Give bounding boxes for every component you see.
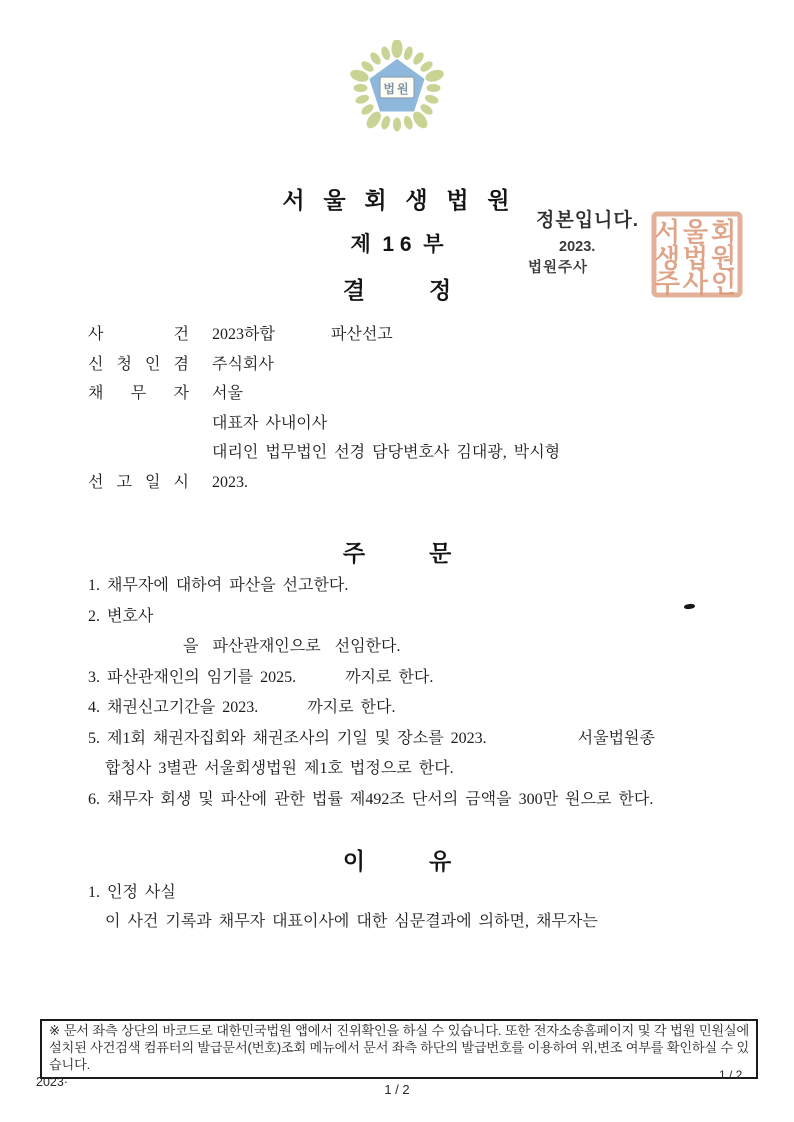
court-emblem-icon — [342, 40, 452, 140]
order-item-4: 4. 채권신고기간을 2023. 까지로 한다. — [88, 699, 396, 716]
case-value: 2023하합 파산선고 — [212, 326, 393, 343]
seal-row-2: 생법원 — [654, 243, 740, 273]
order-item-2: 2. 변호사 — [88, 607, 154, 625]
case-info-row-case-number — [88, 320, 728, 350]
seal-row-3: 주사인 — [654, 268, 740, 298]
case-label — [88, 438, 189, 468]
case-label: 채 무 자 — [88, 385, 189, 403]
reason-section-heading: 이 유 — [342, 848, 452, 874]
page-number-secondary: 1 / 2 — [719, 1068, 743, 1082]
document-type-title: 결 정 — [342, 277, 452, 303]
certification-date: 2023. — [559, 239, 596, 255]
verification-notice-box — [40, 1019, 758, 1079]
logo-label: 법원 — [383, 82, 411, 96]
page-number: 1 / 2 — [384, 1082, 410, 1097]
case-label: 사 건 — [88, 326, 189, 343]
reason-body-line: 이 사건 기록과 채무자 대표이사에 대한 심문결과에 의하면, 채무자는 — [105, 912, 598, 930]
order-item-2-continued: 을 파산관재인으로 선임한다. — [183, 638, 401, 655]
certified-copy-label: 정본입니다. — [536, 210, 640, 231]
verification-notice-text: ※ 문서 좌측 상단의 바코드로 대한민국법원 앱에서 진위확인을 하실 수 있습니다. 또한 전자소송홈페이지 및 각 법원 민원실에 설치된 사건검색 컴퓨터의 발급문서(번호)조회 메뉴에서 문서 좌측 하단의 발급번호를 이용하여 위,변조 여부를 확인하실 수 있습니다. — [49, 1023, 749, 1072]
case-info-row-ruling-date — [88, 468, 728, 498]
reason-section — [88, 879, 768, 936]
case-label: 선 고 일 시 — [88, 473, 189, 491]
footer-issue-year: 2023· — [36, 1075, 68, 1089]
court-emblem-logo — [342, 40, 452, 140]
order-item-1: 1. 채무자에 대하여 파산을 선고한다. — [88, 577, 349, 594]
case-value: 대표자 사내이사 — [212, 414, 328, 432]
case-value: 2023. — [212, 473, 248, 491]
order-item-6: 6. 채무자 회생 및 파산에 관한 법률 제492조 단서의 금액을 300만 원으로 한다. — [88, 790, 654, 808]
case-value: 대리인 법무법인 선경 담당변호사 김대광, 박시형 — [212, 444, 561, 462]
case-label — [88, 409, 189, 439]
case-label: 신 청 인 겸 — [88, 355, 189, 373]
court-clerk-label: 법원주사 — [528, 260, 589, 276]
order-item-5-continued: 합청사 3별관 서울회생법원 제1호 법정으로 한다. — [105, 760, 454, 777]
case-info-row-applicant — [88, 350, 728, 380]
case-info-row-attorney — [88, 438, 728, 468]
seal-row-1: 서울회 — [654, 217, 740, 247]
case-info-row-debtor — [88, 379, 728, 409]
order-item-3: 3. 파산관재인의 임기를 2025. 까지로 한다. — [88, 668, 434, 686]
reason-item-1: 1. 인정 사실 — [88, 884, 176, 901]
court-name-title: 서 울 회 생 법 원 — [282, 187, 512, 213]
order-section-heading: 주 문 — [342, 540, 452, 566]
case-info-section — [88, 320, 728, 498]
case-value: 서울 — [212, 385, 243, 403]
order-item-5: 5. 제1회 채권자집회와 채권조사의 기일 및 장소를 2023. 서울법원종 — [88, 729, 655, 747]
case-value: 주식회사 — [212, 355, 274, 373]
case-info-row-representative — [88, 409, 728, 439]
division-title: 제 1 6 부 — [350, 233, 444, 256]
order-section — [88, 571, 768, 815]
official-seal-stamp — [650, 210, 744, 300]
official-seal-icon — [650, 210, 744, 300]
